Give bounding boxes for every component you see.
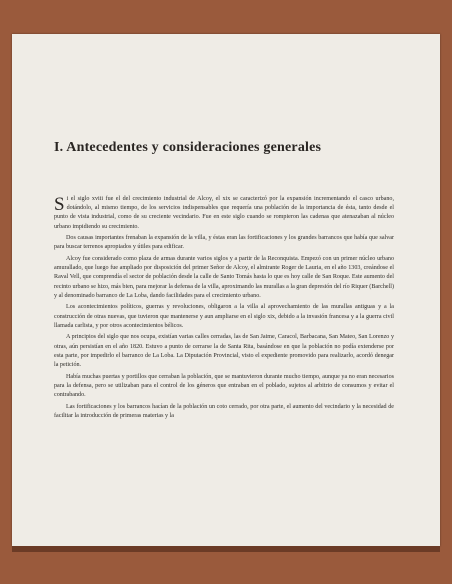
paragraph-1-text: i el siglo xviii fue el del crecimiento industrial de Alcoy, el xix se caracterizó por la expansión incrementando el casco urbano, dotándolo, al mismo tiempo, de los servicios indispensables que requería una población de la importancia de ésta, tanto desde el punto de vista industrial, como de su creciente vecindario. Fue en este siglo cuando se rompieron las cadenas que atenazaban al núcleo urbano impidiendo su crecimiento. (54, 196, 394, 230)
chapter-body (54, 195, 394, 423)
drop-cap: S (54, 194, 65, 215)
page-edge-shadow (12, 546, 440, 552)
chapter-heading: I. Antecedentes y consideraciones generales (54, 140, 322, 155)
paragraph-6: Había muchas puertas y portillos que cerraban la población, que se mantuvieron durante mucho tiempo, aunque ya no eran necesarios para la defensa, pero se utilizaban para el control de los géneros que entraban en el poblado, sujetos al arbitrio de consumos y evitar el contrabando. (54, 373, 394, 399)
paragraph-4: Los acontecimientos políticos, guerras y revoluciones, obligaron a la villa al aprovechamiento de las murallas antiguas y a la construcción de otras nuevas, que tuvieron que mantenerse y aun ampliarse en el siglo xix, debido a la invasión francesa y a la guerra civil llamada carlista, y por otros acontecimientos bélicos. (54, 304, 394, 329)
paragraph-3: Alcoy fue considerado como plaza de armas durante varios siglos y a partir de la Reconquista. Empezó con un primer núcleo urbano amurallado, que luego fue ampliado por disposición del primer Señor de Alcoy, el almirante Roger de Lauria, en el año 1303, creándose el Raval Vell, que comprendía el sector de población desde la calle de Santo Tomás hasta lo que es hoy calle de San Roque. Este aumento del recinto urbano se hizo, más bien, para mejorar la defensa de la villa, aproximando las murallas a la gran depresión del río Riquer (Barchell) y al denominado barranco de La Loba, dando facilidades para el crecimiento urbano. (54, 256, 394, 299)
paragraph-2: Dos causas importantes frenaban la expansión de la villa, y éstas eran las fortificaciones y los grandes barrancos que había que salvar para buscar terrenos apropiados y útiles para edificar. (54, 235, 394, 251)
paragraph-5: A principios del siglo que nos ocupa, existían varias calles cerradas, las de San Jaime, Caracol, Barbacana, San Mateo, San Lorenzo y otras, aún persistían en el año 1820. Estuvo a punto de cerrarse la de Santa Rita, basándose en que la población no podía extenderse por esta parte, por impedirlo el barranco de La Loba. La Diputación Provincial, visto el expediente promovido para realizarlo, acordó denegar la petición. (54, 334, 394, 369)
paragraph-1 (54, 195, 394, 232)
paragraph-7: Las fortificaciones y los barrancos hacían de la población un coto cerrado, por otra parte, el aumento del vecindario y la necesidad de facilitar la introducción de primeras materias y la (54, 403, 394, 419)
